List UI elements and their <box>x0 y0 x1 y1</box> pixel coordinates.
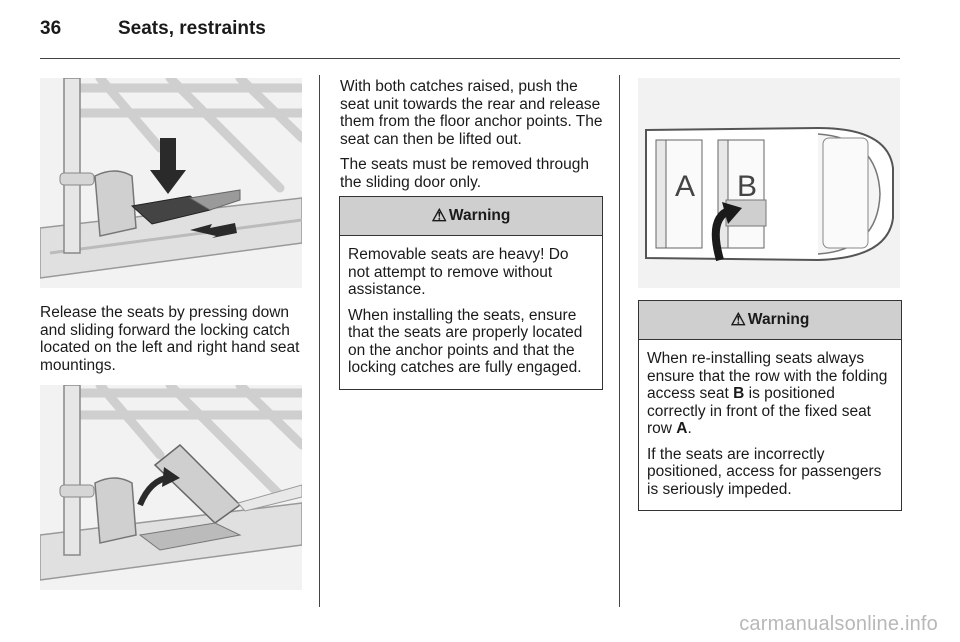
release-instructions <box>40 304 306 382</box>
warning-title: Warning <box>448 207 511 224</box>
warning-triangle-icon: ⚠ <box>431 206 447 225</box>
page-number: 36 <box>40 18 62 39</box>
illustration-seat-layout <box>638 78 900 288</box>
release-paragraph: Release the seats by pressing down and sliding forward the locking catch located on the left and right hand seat mountings. <box>40 304 300 374</box>
column-divider-right <box>619 75 620 607</box>
warning-paragraph-1: Removable seats are heavy! Do not attempt to remove without assistance. <box>348 246 569 298</box>
warning-body-2 <box>639 340 901 510</box>
warning-title-2: Warning <box>747 311 810 328</box>
removal-paragraph-1: With both catches raised, push the seat unit towards the rear and release them from the floor anchor points. The seat can then be lifted out. <box>340 78 603 148</box>
seat-b-ref: B <box>733 385 745 402</box>
header-rule <box>40 58 900 59</box>
warning-impeded-paragraph: If the seats are incorrectly positioned, access for passengers is seriously impeded. <box>647 445 882 498</box>
seat-b-label: B <box>736 170 758 203</box>
warning-box-heavy-seats <box>339 196 603 390</box>
watermark: carmanualsonline.info <box>739 613 938 635</box>
warning-reinstall-paragraph: When re-installing seats always ensure that the row with the folding access seat B is positioned correctly in front of the fixed seat row A. <box>647 350 888 437</box>
warning-body <box>340 236 602 389</box>
illustration-release-catch <box>40 78 302 288</box>
section-title: Seats, restraints <box>118 18 266 39</box>
column-divider-left <box>319 75 320 607</box>
warning-box-reinstall <box>638 300 902 511</box>
warning-paragraph-2: When installing the seats, ensure that the seats are properly located on the anchor points and that the locking catches are fully engaged. <box>348 306 583 376</box>
warning-header <box>340 197 602 236</box>
removal-instructions <box>340 78 608 199</box>
warning-triangle-icon-2: ⚠ <box>730 310 746 329</box>
removal-paragraph-2: The seats must be removed through the sliding door only. <box>340 156 589 191</box>
seat-a-ref: A <box>676 420 688 437</box>
seat-a-label: A <box>674 170 696 203</box>
warning-header-2 <box>639 301 901 340</box>
illustration-raise-catch <box>40 385 302 590</box>
